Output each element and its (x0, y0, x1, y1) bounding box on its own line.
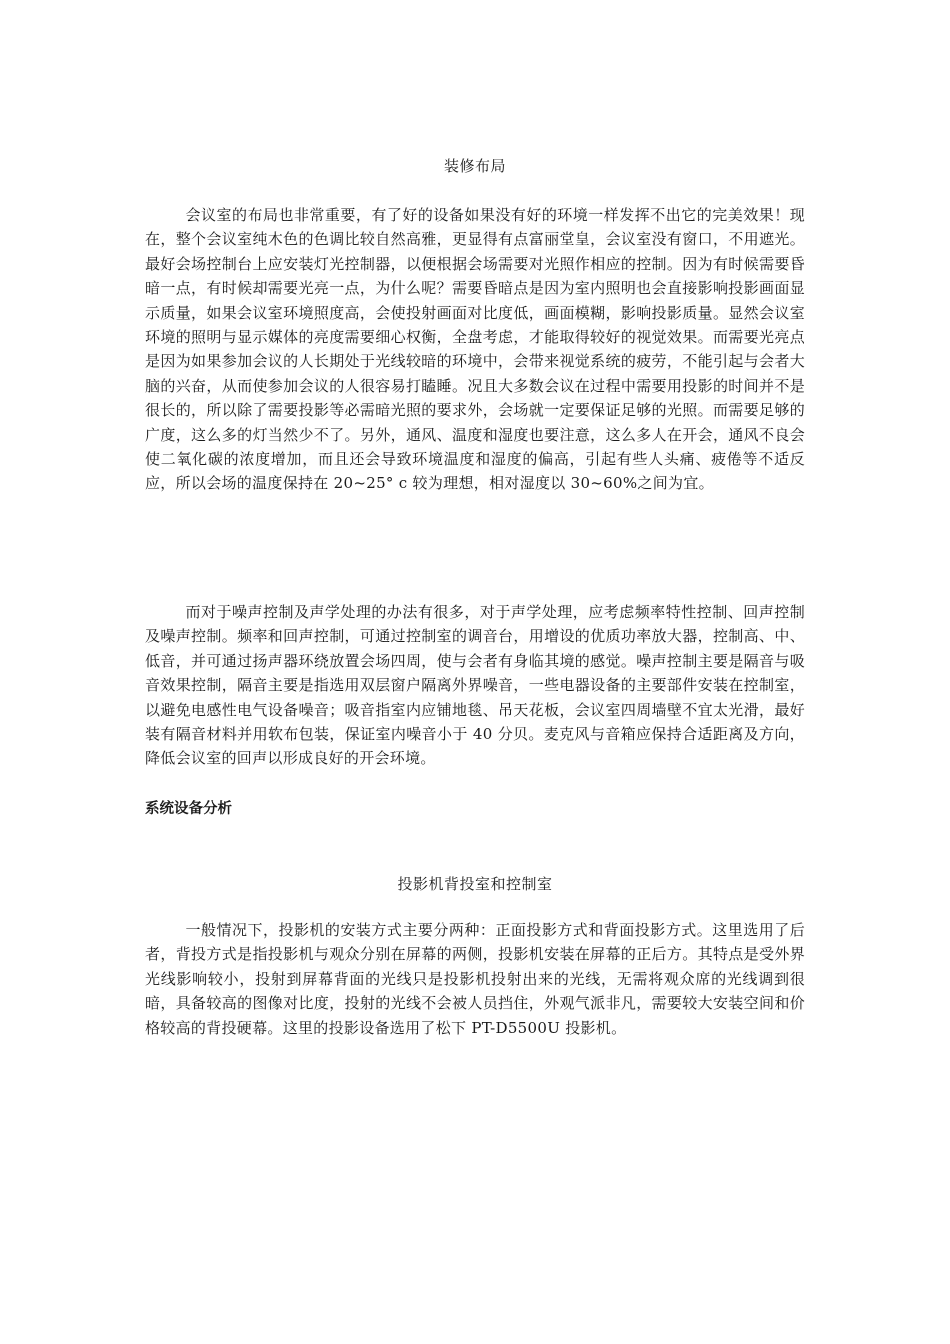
paragraph-projection-method: 一般情况下，投影机的安装方式主要分两种：正面投影方式和背面投影方式。这里选用了后者，背投方式是指投影机与观众分别在屏幕的两侧，投影机安装在屏幕的正后方。其特点是受外界光线影响较小，投射到屏幕背面的光线只是投影机投射出来的光线，无需将观众席的光线调到很暗，具备较高的图像对比度，投射的光线不会被人员挡住，外观气派非凡，需要较大安装空间和价格较高的背投硬幕。这里的投影设备选用了松下 PT-D5500U 投影机。 (145, 921, 805, 1037)
heading-system-equipment-analysis: 系统设备分析 (145, 801, 232, 817)
section-title-decoration-layout: 装修布局 (443, 157, 506, 175)
paragraph-layout-lighting: 会议室的布局也非常重要，有了好的设备如果没有好的环境一样发挥不出它的完美效果！现在，整个会议室纯木色的色调比较自然高雅，更显得有点富丽堂皇，会议室没有窗口，不用遮光。最好会场控制台上应安装灯光控制器，以便根据会场需要对光照作相应的控制。因为有时候需要昏暗一点，有时候却需要光亮一点，为什么呢？需要昏暗点是因为室内照明也会直接影响投影画面显示质量，如果会议室环境照度高，会使投射画面对比度低，画面模糊，影响投影质量。显然会议室环境的照明与显示媒体的亮度需要细心权衡，全盘考虑，才能取得较好的视觉效果。而需要光亮点是因为如果参加会议的人长期处于光线较暗的环境中，会带来视觉系统的疲劳，不能引起与会者大脑的兴奋，从而使参加会议的人很容易打瞌睡。况且大多数会议在过程中需要用投影的时间并不是很长的，所以除了需要投影等必需暗光照的要求外，会场就一定要保证足够的光照。而需要足够的广度，这么多的灯当然少不了。另外，通风、温度和湿度也要注意，这么多人在开会，通风不良会使二氧化碳的浓度增加，而且还会导致环境温度和湿度的偏高，引起有些人头痛、疲倦等不适反应，所以会场的温度保持在 20~25° c 较为理想，相对湿度以 30~60%之间为宜。 (145, 206, 805, 493)
paragraph-noise-control: 而对于噪声控制及声学处理的办法有很多，对于声学处理，应考虑频率特性控制、回声控制及噪声控制。频率和回声控制，可通过控制室的调音台，用增设的优质功率放大器，控制高、中、低音，并可通过扬声器环绕放置会场四周，使与会者有身临其境的感觉。噪声控制主要是隔音与吸音效果控制，隔音主要是指选用双层窗户隔离外界噪音，一些电器设备的主要部件安装在控制室，以避免电感性电气设备噪音；吸音指室内应铺地毯、吊天花板，会议室四周墙壁不宜太光滑，最好装有隔音材料并用软布包装，保证室内噪音小于 40 分贝。麦克风与音箱应保持合适距离及方向，降低会议室的回声以形成良好的开会环境。 (145, 603, 805, 768)
subtitle-projector-rooms: 投影机背投室和控制室 (397, 875, 553, 893)
